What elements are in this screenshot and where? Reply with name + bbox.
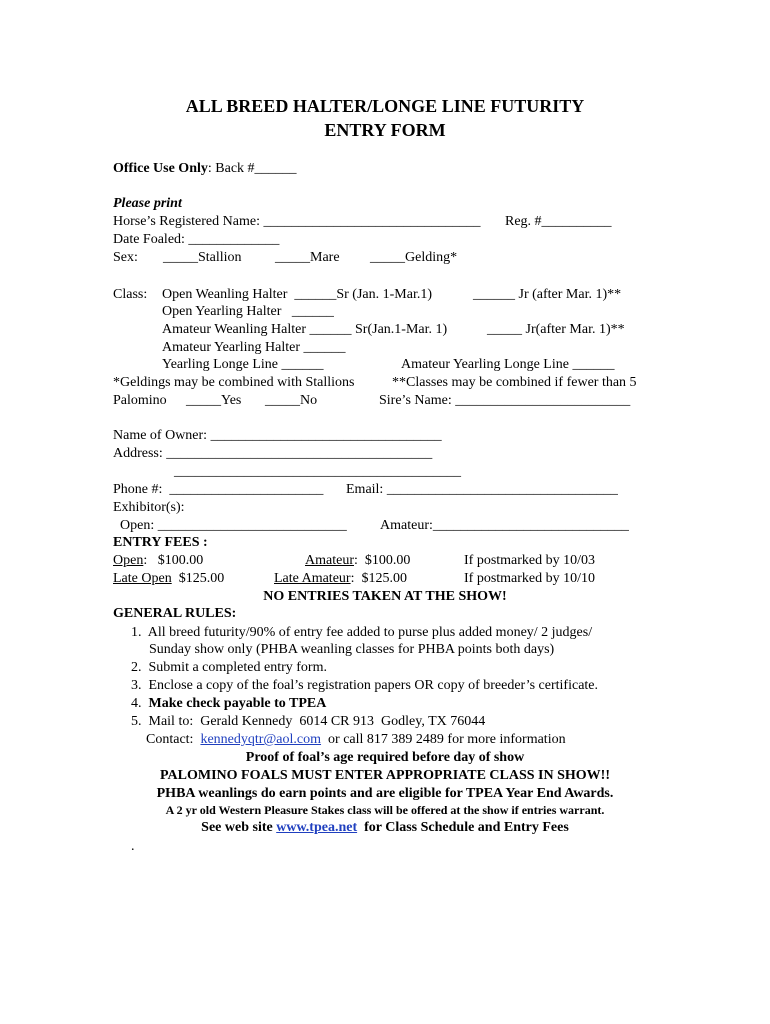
sex-gelding-option[interactable]: _____Gelding*: [370, 250, 458, 265]
horse-name-field[interactable]: Horse’s Registered Name: _______________________________: [113, 214, 481, 229]
office-use-back: : Back #______: [207, 161, 297, 176]
classes-combined-note: **Classes may be combined if fewer than 5: [392, 375, 637, 390]
sex-stallion-option[interactable]: _____Stallion: [163, 250, 242, 265]
western-pleasure-notice: A 2 yr old Western Pleasure Stakes class will be offered at the show if entries warrant.: [165, 803, 605, 817]
contact-label: Contact:: [146, 732, 201, 747]
phba-notice: PHBA weanlings do earn points and are eligible for TPEA Year End Awards.: [156, 786, 614, 801]
fee-late-open: [113, 570, 224, 587]
reg-number-field[interactable]: Reg. #__________: [505, 214, 612, 229]
form-title-line2: ENTRY FORM: [324, 120, 446, 140]
fee-late-amateur-amount: : $125.00: [350, 571, 407, 586]
rule-3: 3. Enclose a copy of the foal’s registration papers OR copy of breeder’s certificate.: [131, 678, 599, 693]
palomino-no-option[interactable]: _____No: [265, 393, 318, 408]
website-notice: [110, 819, 660, 836]
entry-fees-heading: ENTRY FEES :: [113, 535, 208, 550]
sire-name-field[interactable]: Sire’s Name: _________________________: [379, 393, 631, 408]
proof-of-age-notice: Proof of foal’s age required before day of show: [245, 750, 525, 765]
fee-amateur: [305, 552, 410, 569]
exhibitors-label: Exhibitor(s):: [113, 500, 185, 515]
fee-postmark-early: If postmarked by 10/03: [464, 553, 596, 568]
exhibitor-open-field[interactable]: Open: ___________________________: [120, 518, 347, 533]
phone-field[interactable]: Phone #: ______________________: [113, 482, 324, 497]
contact-phone: or call 817 389 2489 for more information: [321, 732, 566, 747]
fee-amateur-amount: : $100.00: [353, 553, 411, 568]
owner-name-field[interactable]: Name of Owner: _________________________________: [113, 428, 442, 443]
exhibitor-amateur-field[interactable]: Amateur:____________________________: [380, 518, 629, 533]
palomino-notice: PALOMINO FOALS MUST ENTER APPROPRIATE CLASS IN SHOW!!: [160, 768, 610, 783]
office-use-line: [113, 160, 297, 177]
rule-5: 5. Mail to: Gerald Kennedy 6014 CR 913 Godley, TX 76044: [131, 714, 486, 729]
form-title-line1: ALL BREED HALTER/LONGE LINE FUTURITY: [185, 96, 585, 116]
rule-1-line2: Sunday show only (PHBA weanling classes for PHBA points both days): [149, 642, 555, 657]
class-open-weanling[interactable]: Open Weanling Halter ______Sr (Jan. 1-Mar.1): [162, 287, 432, 302]
class-amateur-yearling-halter[interactable]: Amateur Yearling Halter ______: [162, 340, 346, 355]
fee-open-label: Open: [113, 553, 144, 568]
please-print: Please print: [113, 196, 182, 211]
contact-email-link[interactable]: kennedyqtr@aol.com: [200, 732, 322, 747]
website-suffix: for Class Schedule and Entry Fees: [357, 820, 569, 835]
rule-4-number: 4.: [131, 696, 149, 711]
rule-4-text: Make check payable to TPEA: [148, 696, 327, 711]
fee-postmark-late: If postmarked by 10/10: [464, 571, 596, 586]
address-field[interactable]: Address: ______________________________________: [113, 446, 433, 461]
sex-mare-option[interactable]: _____Mare: [275, 250, 340, 265]
class-open-weanling-jr[interactable]: ______ Jr (after Mar. 1)**: [473, 287, 622, 302]
geldings-note: *Geldings may be combined with Stallions: [113, 375, 355, 390]
fee-open: [113, 552, 203, 569]
palomino-yes-option[interactable]: _____Yes: [186, 393, 242, 408]
fee-amateur-label: Amateur: [305, 553, 354, 568]
address-line2-field[interactable]: _________________________________________: [174, 464, 461, 479]
email-field[interactable]: Email: _________________________________: [346, 482, 618, 497]
fee-late-amateur-label: Late Amateur: [274, 571, 351, 586]
office-use-label: Office Use Only: [113, 161, 208, 176]
class-amateur-weanling[interactable]: Amateur Weanling Halter ______ Sr(Jan.1-Mar. 1): [162, 322, 448, 337]
rule-4: [131, 695, 326, 712]
class-label: Class:: [113, 287, 148, 302]
rule-1-line1: 1. All breed futurity/90% of entry fee added to purse plus added money/ 2 judges/: [131, 625, 593, 640]
rule-2: 2. Submit a completed entry form.: [131, 660, 327, 675]
class-amateur-weanling-jr[interactable]: _____ Jr(after Mar. 1)**: [487, 322, 625, 337]
no-entries-notice: NO ENTRIES TAKEN AT THE SHOW!: [263, 589, 507, 604]
website-prefix: See web site: [201, 820, 277, 835]
fee-late-open-amount: $125.00: [171, 571, 225, 586]
class-open-yearling[interactable]: Open Yearling Halter ______: [162, 304, 334, 319]
fee-late-open-label: Late Open: [113, 571, 172, 586]
date-foaled-field[interactable]: Date Foaled: _____________: [113, 232, 280, 247]
class-yearling-longe[interactable]: Yearling Longe Line ______: [162, 357, 324, 372]
stray-dot: .: [131, 839, 135, 854]
website-link[interactable]: www.tpea.net: [276, 820, 358, 835]
class-amateur-yearling-longe[interactable]: Amateur Yearling Longe Line ______: [401, 357, 615, 372]
fee-late-amateur: [274, 570, 407, 587]
fee-open-amount: : $100.00: [143, 553, 204, 568]
general-rules-heading: GENERAL RULES:: [113, 606, 237, 621]
contact-line: [146, 731, 566, 748]
palomino-label: Palomino: [113, 393, 167, 408]
sex-label: Sex:: [113, 250, 138, 265]
